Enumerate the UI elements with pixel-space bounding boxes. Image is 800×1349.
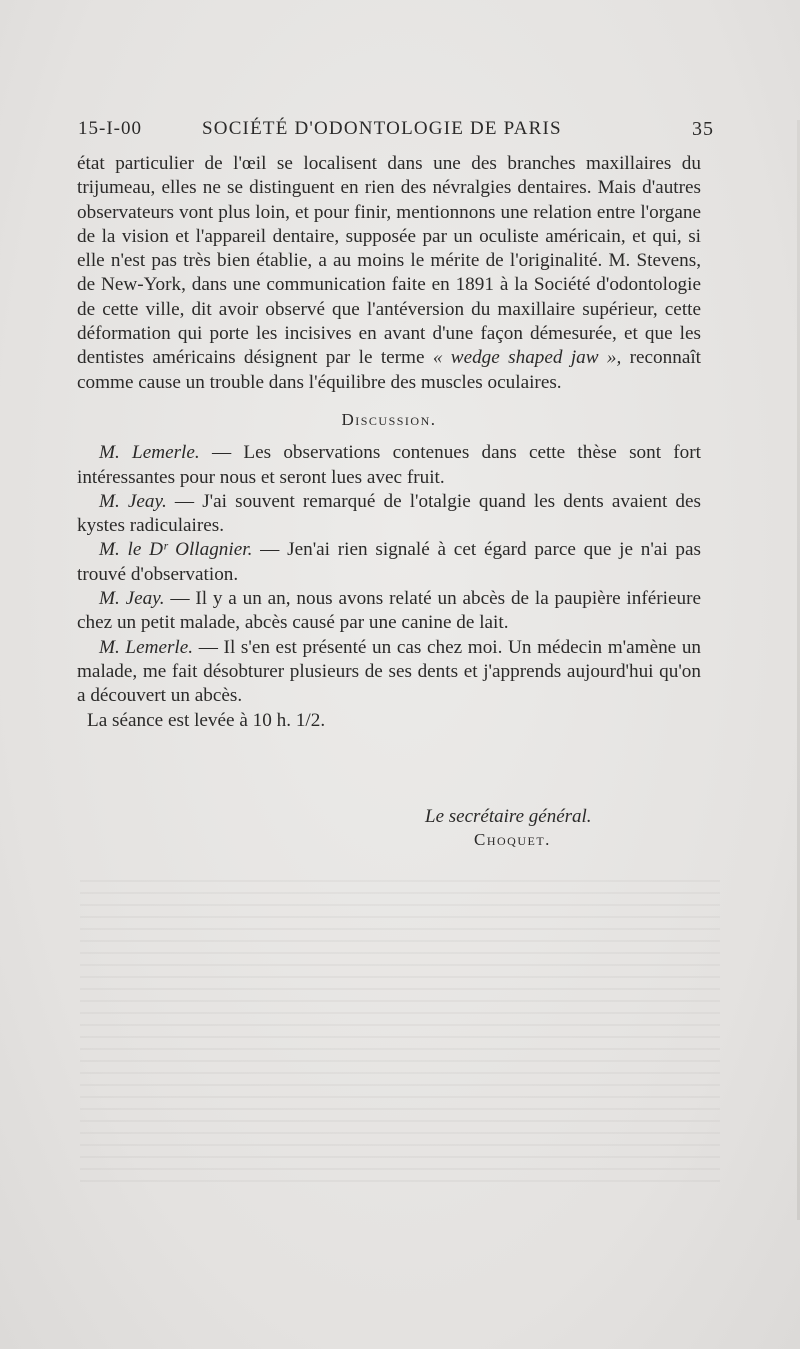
- main-quote: « wedge shaped jaw »,: [432, 347, 622, 369]
- exchange-text: — Il y a un an, nous avons relaté un abcès de la paupière inférieure chez un petit malade, abcès causé par une canine de lait.: [77, 588, 701, 634]
- main-paragraph: [77, 152, 701, 395]
- show-through-texture: [80, 870, 720, 1190]
- exchange-speaker: M. le Dʳ Ollagnier.: [99, 539, 253, 561]
- main-paragraph-text: état particulier de l'œil se localisent dans une des branches maxillaires du trijumeau, elles ne se distinguent en rien des névralgies dentaires. Mais d'autres observateurs vont plus loin, et pour finir, mentionnons une relation entre l'organe de la vision et l'appareil dentaire, supposée par un oculiste américain, et qui, si elle n'est pas très bien établie, a au moins le mérite de l'originalité. M. Stevens, de New-York, dans une communication faite en 1891 à la Société d'odontologie de cette ville, dit avoir observé que l'antéversion du maxillaire supérieur, cette déformation qui porte les incisives en avant d'une façon démesurée, et que les dentistes américains désignent par le terme: [77, 153, 701, 369]
- exchange-speaker: M. Lemerle.: [99, 442, 200, 464]
- discussion-heading: Discussion.: [341, 409, 437, 429]
- exchange-text: — Jen'ai rien signalé à cet égard parce que je n'ai pas trouvé d'observation.: [77, 539, 702, 585]
- exchange-text: — J'ai souvent remarqué de l'otalgie quand les dents avaient des kystes radiculaires.: [77, 490, 701, 537]
- closing-line: La séance est levée à 10 h. 1/2.: [87, 709, 326, 731]
- page-number: 35: [692, 118, 714, 140]
- article-body: [77, 152, 701, 733]
- exchange-speaker: M. Jeay.: [99, 588, 165, 610]
- signature-name: Choquet.: [474, 830, 551, 849]
- exchange-item: [77, 538, 701, 587]
- exchange-item: [77, 587, 701, 636]
- exchange-text: — Il s'en est présenté un cas chez moi. Un médecin m'amène un malade, me fait désobturer plusieurs de ses dents et j'apprends aujourd'hui qu'on a découvert un abcès.: [77, 636, 702, 707]
- signature-title: Le secrétaire général.: [425, 806, 592, 827]
- exchange-speaker: M. Lemerle.: [99, 636, 194, 658]
- main-paragraph-tail: reconnaît comme cause un trouble dans l'équilibre des muscles oculaires.: [77, 347, 702, 393]
- exchange-item: [77, 441, 701, 490]
- exchange-item: [77, 636, 701, 709]
- header-journal-title: SOCIÉTÉ D'ODONTOLOGIE DE PARIS: [202, 118, 562, 139]
- exchange-item: [77, 490, 701, 539]
- header-date: 15-I-00: [78, 118, 142, 139]
- running-header: [78, 118, 714, 148]
- exchange-speaker: M. Jeay.: [99, 490, 167, 512]
- exchange-text: — Les observations contenues dans cette thèse sont fort intéressantes pour nous et seront lues avec fruit.: [77, 442, 701, 488]
